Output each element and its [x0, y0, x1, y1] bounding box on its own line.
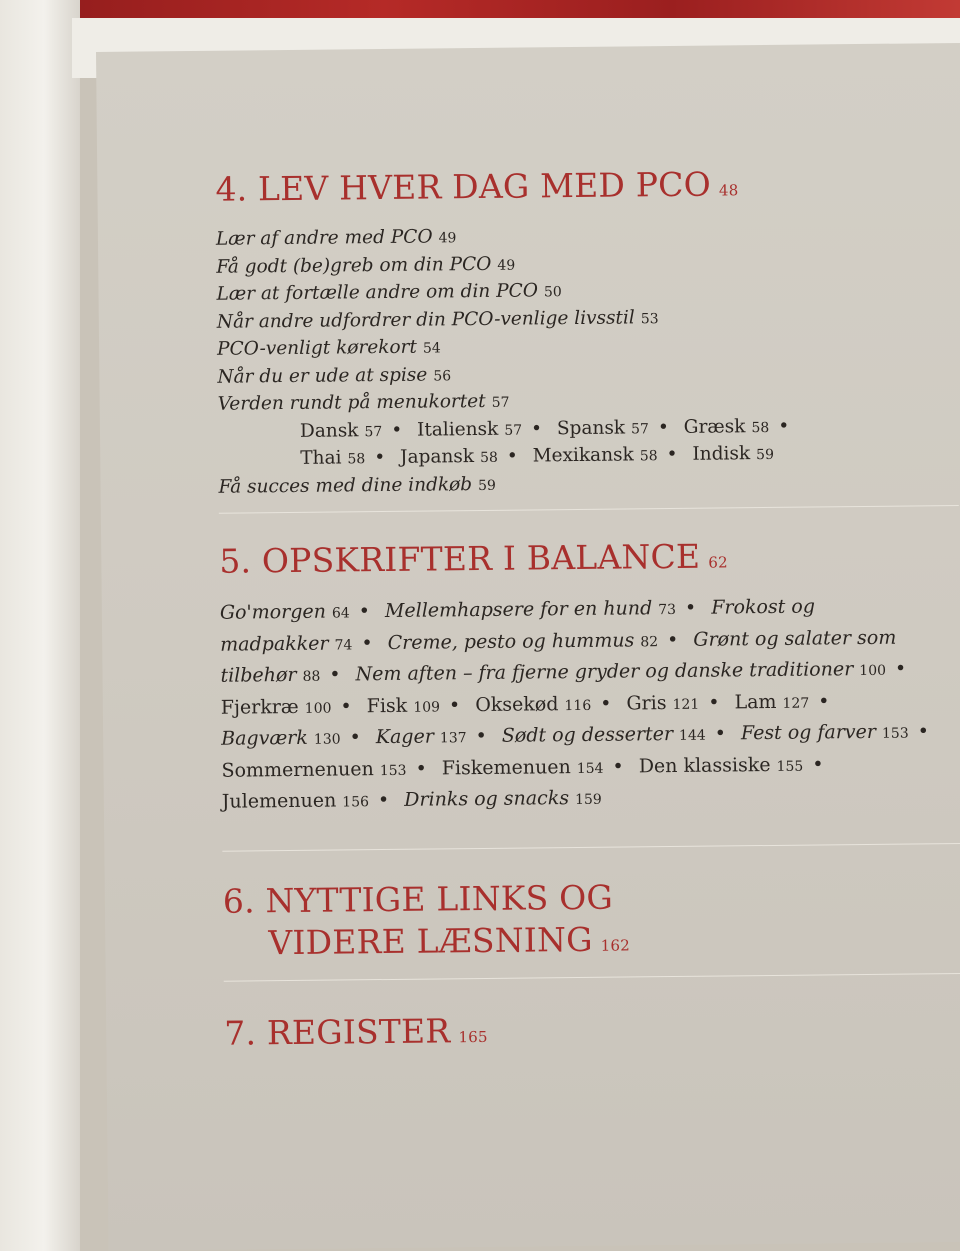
bullet-separator: • [377, 788, 390, 812]
toc-entry-page: 144 [678, 727, 706, 744]
section-heading [224, 1005, 944, 1061]
bullet-separator: • [684, 596, 697, 619]
section-number: 7. [224, 1013, 257, 1053]
section-heading [215, 161, 935, 217]
toc-entry: Oksekød [475, 692, 559, 716]
bullet-separator: • [812, 752, 824, 776]
bullet-separator: • [612, 755, 624, 778]
divider [224, 973, 960, 982]
toc-entry-page: 153 [881, 725, 909, 742]
toc-entry-page: 156 [342, 794, 370, 811]
toc-entry-page: 130 [313, 731, 341, 748]
section-heading [219, 533, 939, 589]
section-number: 6. [222, 881, 255, 921]
section-page: 162 [600, 936, 631, 955]
section-paragraph [220, 591, 942, 819]
toc-entry: Nem aften – fra fjerne gryder og danske traditioner [355, 658, 854, 686]
toc-entry-page: 73 [658, 601, 677, 619]
toc-entry-page: 82 [640, 633, 659, 650]
bullet-separator: • [818, 689, 830, 712]
toc-entry-page: 121 [672, 696, 700, 713]
toc-entry: Frokost og madpakker [220, 595, 816, 656]
section-number: 4. [215, 169, 248, 209]
toc-entry: Lær af andre med PCO 49 [215, 226, 457, 250]
section-page: 62 [708, 553, 728, 572]
toc-entry: Sommernenuen [221, 757, 374, 782]
toc-entry-page: 155 [776, 758, 804, 775]
section-title-line1: NYTTIGE LINKS OG [265, 877, 614, 921]
section-heading [223, 873, 944, 971]
toc-entry: Den klassiske [638, 753, 771, 777]
toc-entry: Bagværk [221, 726, 308, 750]
toc-section-5 [219, 533, 942, 819]
toc-entry-page: 153 [379, 762, 407, 779]
toc-subentries-line: Thai 58 • Japansk 58 • Mexikansk 58 • Indisk 59 [300, 443, 775, 469]
bullet-separator: • [349, 726, 361, 749]
divider [222, 843, 960, 852]
bullet-separator: • [600, 692, 612, 715]
toc-entry: Fjerkræ [220, 695, 299, 719]
section-page: 165 [458, 1027, 488, 1047]
bullet-separator: • [361, 631, 373, 654]
toc-entry: Grønt og salater som tilbehør [220, 626, 897, 687]
section-title: LEV HVER DAG MED PCO [257, 164, 712, 209]
toc-entry: Få godt (be)greb om din PCO 49 [216, 253, 516, 278]
toc-entry-page: 116 [564, 697, 592, 714]
toc-page [96, 43, 960, 1251]
toc-entry: Fisk [366, 694, 408, 717]
toc-entry-page: 100 [304, 700, 332, 717]
toc-entry: Drinks og snacks [404, 787, 570, 811]
toc-entry-page: 100 [859, 662, 887, 680]
toc-entry-page: 127 [782, 695, 810, 712]
bullet-separator: • [708, 691, 720, 714]
bullet-separator: • [358, 600, 371, 623]
toc-entry: Lam [734, 690, 777, 713]
toc-entry: Lær at fortælle andre om din PCO 50 [216, 280, 562, 305]
toc-entry: Go'morgen [219, 600, 327, 624]
section-title: OPSKRIFTER I BALANCE [261, 536, 701, 581]
toc-entry: Fiskemenuen [441, 755, 571, 779]
bullet-separator: • [917, 720, 930, 743]
toc-entry-page: 109 [413, 698, 441, 716]
divider [219, 505, 959, 514]
toc-entry: Gris [626, 691, 667, 714]
toc-entry-page: 64 [331, 605, 350, 622]
toc-section-7 [224, 1005, 944, 1061]
bullet-separator: • [666, 628, 679, 651]
toc-section-6 [223, 873, 944, 971]
toc-entry-page: 137 [439, 730, 467, 747]
section-page: 48 [718, 181, 739, 200]
bullet-separator: • [329, 663, 341, 686]
toc-entry: Creme, pesto og hummus [387, 628, 635, 654]
bullet-separator: • [714, 722, 727, 745]
toc-entry: Når andre udfordrer din PCO-venlige livsstil 53 [216, 306, 659, 333]
bullet-separator: • [415, 757, 427, 780]
toc-entry: Kager [375, 725, 434, 749]
toc-entry: Når du er ude at spise 56 [217, 364, 452, 388]
toc-entry: PCO-venligt kørekort 54 [217, 336, 441, 360]
section-entries [216, 219, 939, 502]
toc-entry: Julemenuen [221, 789, 337, 813]
section-number: 5. [219, 541, 252, 581]
toc-entry-page: 74 [334, 636, 353, 654]
toc-entry: Mellemhapsere for en hund [384, 597, 653, 623]
toc-section-4 [215, 161, 938, 502]
bullet-separator: • [340, 694, 352, 717]
toc-entry-page: 88 [302, 668, 321, 685]
toc-entry: Verden rundt på menukortet 57 [217, 390, 510, 415]
section-title: REGISTER [266, 1011, 451, 1053]
bullet-separator: • [448, 693, 461, 716]
toc-entry: Få succes med dine indkøb 59 [218, 473, 497, 498]
toc-entry: Fest og farver [740, 720, 877, 745]
section-title-line2: VIDERE LÆSNING [268, 919, 593, 963]
toc-entry-page: 159 [574, 791, 602, 809]
toc-entry-page: 154 [576, 760, 604, 777]
toc-subentries-line: Dansk 57 • Italiensk 57 • Spansk 57 • Græsk 58 • [299, 415, 790, 442]
bullet-separator: • [475, 724, 487, 748]
left-page [0, 0, 80, 1251]
bullet-separator: • [894, 657, 907, 680]
toc-entry: Sødt og desserter [501, 722, 674, 747]
